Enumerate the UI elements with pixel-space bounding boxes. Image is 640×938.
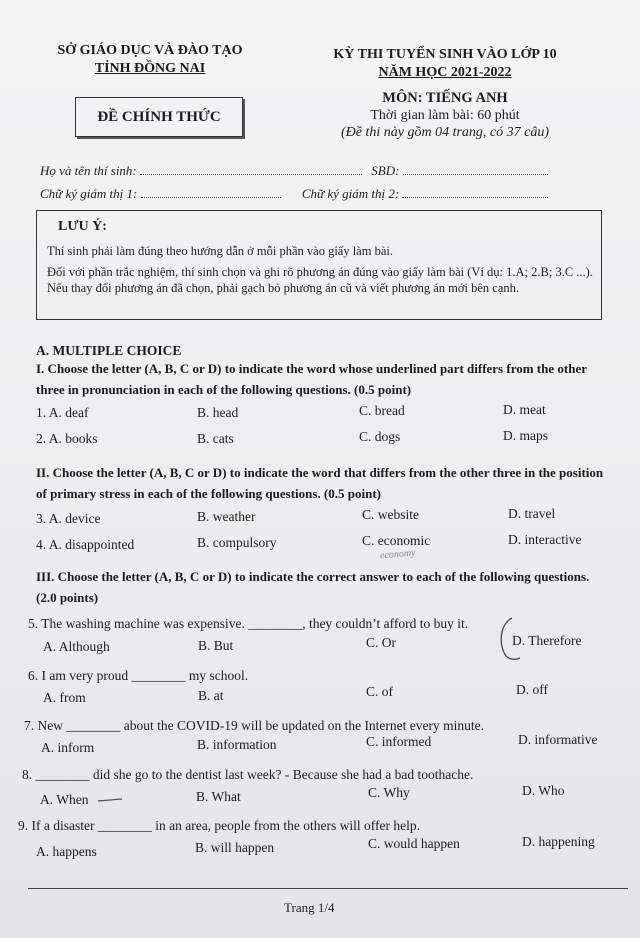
pages-note: (Đề thi này gồm 04 trang, có 37 câu) xyxy=(340,125,550,140)
note-line-1: Thí sinh phải làm đúng theo hướng dẫn ở mỗi phần vào giấy làm bài. xyxy=(47,244,393,258)
candidate-name-label: Họ và tên thí sinh: xyxy=(40,163,137,178)
q9-option-d: D. happening xyxy=(522,834,595,849)
q5-option-a: A. Although xyxy=(43,639,110,654)
q5-stem: 5. The washing machine was expensive. ________, they couldn’t afford to buy it. xyxy=(28,616,469,631)
q9-option-a: A. happens xyxy=(36,844,97,859)
q1-option-d: D. meat xyxy=(503,402,546,417)
q3-option-b: B. weather xyxy=(197,509,256,524)
q2-option-c: C. dogs xyxy=(359,429,401,444)
exam-duration: Thời gian làm bài: 60 phút xyxy=(370,108,520,123)
subject-title: MÔN: TIẾNG ANH xyxy=(382,90,508,106)
q1-option-c: C. bread xyxy=(359,403,405,418)
proctor-row xyxy=(40,186,548,202)
candidate-name-field xyxy=(140,174,362,175)
section-a-title: A. MULTIPLE CHOICE xyxy=(36,343,182,358)
q2-option-b: B. cats xyxy=(197,431,234,446)
school-year: NĂM HỌC 2021-2022 xyxy=(378,65,512,80)
q4-option-b: B. compulsory xyxy=(197,535,277,550)
q9-stem: 9. If a disaster ________ in an area, people from the others will offer help. xyxy=(18,818,421,833)
q3-option-a: 3. A. device xyxy=(36,511,101,526)
part2-instruction: II. Choose the letter (A, B, C or D) to indicate the word that differs from the other three in the position of primary stress in each of the following questions. (0.5 point) xyxy=(36,465,604,501)
q4-option-a: 4. A. disappointed xyxy=(36,537,135,552)
q2-option-a: 2. A. books xyxy=(36,431,98,446)
department-block xyxy=(40,42,260,78)
q8-stem: 8. ________ did she go to the dentist last week? - Because she had a bad toothache. xyxy=(22,767,474,782)
q8-option-d: D. Who xyxy=(522,783,565,798)
exam-title-block xyxy=(300,46,590,82)
handwritten-note: economy xyxy=(379,547,416,562)
q3-option-c: C. website xyxy=(362,507,419,522)
q1-option-a: 1. A. deaf xyxy=(36,405,89,420)
q1-option-b: B. head xyxy=(197,405,239,420)
q5-option-b: B. But xyxy=(198,638,234,653)
q7-option-a: A. inform xyxy=(41,740,95,755)
q6-stem: 6. I am very proud ________ my school. xyxy=(28,668,249,683)
exam-title: KỲ THI TUYỂN SINH VÀO LỚP 10 xyxy=(333,47,557,62)
q6-option-c: C. of xyxy=(366,684,393,699)
sbd-label: SBD: xyxy=(371,163,400,178)
page-number: Trang 1/4 xyxy=(284,900,335,915)
province-name: TỈNH ĐỒNG NAI xyxy=(94,61,206,76)
proctor1-field xyxy=(141,197,281,198)
sbd-field xyxy=(403,174,548,175)
proctor2-label: Chữ ký giám thị 2: xyxy=(301,186,400,201)
department-name: SỞ GIÁO DỤC VÀ ĐÀO TẠO xyxy=(57,43,243,58)
q6-option-b: B. at xyxy=(198,688,224,703)
official-exam-label: ĐỀ CHÍNH THỨC xyxy=(75,97,243,137)
part1-instruction: I. Choose the letter (A, B, C or D) to indicate the word whose underlined part differs from the other three in pronunciation in each of the following questions. (0.5 point) xyxy=(36,361,587,397)
note-line-2: Đối với phần trắc nghiệm, thí sinh chọn và ghi rõ phương án đúng vào giấy làm bài (Ví dụ: 1.A; 2.B; 3.C ...). Nếu thay đổi phương án đã chọn, phải gạch bỏ phương án cũ và viết phương án mới bên cạnh. xyxy=(47,265,593,295)
q5-option-c: C. Or xyxy=(366,635,396,650)
answer-circle-mark xyxy=(494,614,534,662)
q4-option-d: D. interactive xyxy=(508,532,582,547)
q3-option-d: D. travel xyxy=(508,506,556,521)
handwritten-dash xyxy=(96,794,126,806)
note-title: LƯU Ý: xyxy=(58,219,107,234)
q5-option-d: D. Therefore xyxy=(512,633,582,648)
candidate-name-row xyxy=(40,163,548,179)
q9-option-c: C. would happen xyxy=(368,836,460,851)
q9-option-b: B. will happen xyxy=(195,840,275,855)
q2-option-d: D. maps xyxy=(503,428,548,443)
proctor1-label: Chữ ký giám thị 1: xyxy=(40,186,138,201)
subject-block xyxy=(300,90,590,141)
q6-option-a: A. from xyxy=(43,690,86,705)
q8-option-a: A. When xyxy=(40,792,89,807)
proctor2-field xyxy=(402,197,548,198)
q7-stem: 7. New ________ about the COVID-19 will be updated on the Internet every minute. xyxy=(24,718,485,733)
q7-option-c: C. informed xyxy=(366,734,432,749)
q8-option-b: B. What xyxy=(196,789,241,804)
q6-option-d: D. off xyxy=(516,682,548,697)
q4-option-c: C. economic xyxy=(362,533,431,548)
footer-rule xyxy=(28,888,628,889)
part3-instruction: III. Choose the letter (A, B, C or D) to indicate the correct answer to each of the following questions. (2.0 points) xyxy=(36,569,590,605)
q7-option-d: D. informative xyxy=(518,732,598,747)
q7-option-b: B. information xyxy=(197,737,277,752)
q8-option-c: C. Why xyxy=(368,785,410,800)
